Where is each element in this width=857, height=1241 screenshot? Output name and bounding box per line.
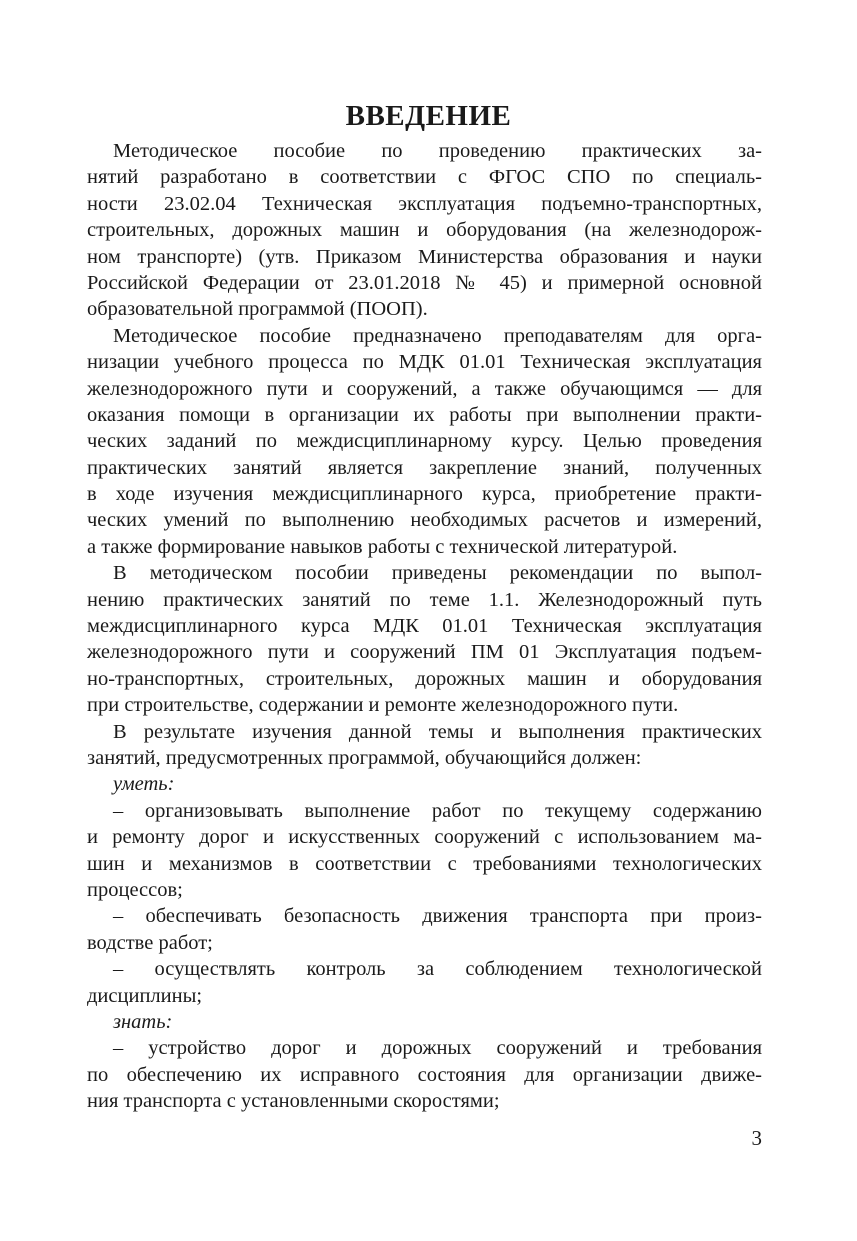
text-line: – обеспечивать безопасность движения транспорта при произ- [113,905,762,928]
page-number: 3 [751,1126,762,1150]
list-item [87,798,762,904]
text-line: железнодорожного пути и сооружений, а также обучающимся — для [87,377,762,400]
text-line: Методическое пособие предназначено преподавателям для орга- [113,324,762,347]
text-line: – осуществлять контроль за соблюдением технологической [113,958,762,981]
text-line: а также формирование навыков работы с технической литературой. [87,535,678,558]
text-line: строительных, дорожных машин и оборудования (на железнодорож- [87,219,762,242]
text-line: В результате изучения данной темы и выполнения практических [113,720,762,743]
text-line: при строительстве, содержании и ремонте железнодорожного пути. [87,694,679,717]
knowledge-label: знать: [113,1010,173,1033]
list-item [87,956,762,1009]
text-line: процессов; [87,878,183,901]
text-line: водстве работ; [87,931,213,954]
text-line: но-транспортных, строительных, дорожных машин и оборудования [87,667,762,690]
page-title: ВВЕДЕНИЕ [345,100,512,132]
text-line: по обеспечению их исправного состояния для организации движе- [87,1063,762,1086]
text-line: в ходе изучения междисциплинарного курса, приобретение практи- [87,483,762,506]
text-line: железнодорожного пути и сооружений ПМ 01 Эксплуатация подъем- [87,641,762,664]
text-line: нению практических занятий по теме 1.1. Железнодорожный путь [87,588,762,611]
skills-label: уметь: [113,773,175,796]
text-line: Российской Федерации от 23.01.2018 № 45) и примерной основной [87,271,762,294]
text-line: образовательной программой (ПООП). [87,298,428,321]
list-item [87,1035,762,1114]
text-line: низации учебного процесса по МДК 01.01 Техническая эксплуатация [87,351,762,374]
text-line: ния транспорта с установленными скоростями; [87,1090,500,1113]
body-text [87,138,762,1114]
text-line: Методическое пособие по проведению практических за- [113,140,762,162]
text-line: – организовывать выполнение работ по текущему содержанию [113,799,762,822]
text-line: шин и механизмов в соответствии с требованиями технологических [87,852,762,875]
text-line: дисциплины; [87,984,203,1007]
text-line: нятий разработано в соответствии с ФГОС СПО по специаль- [87,166,762,189]
text-line: и ремонту дорог и искусственных сооружений с использованием ма- [87,826,762,849]
paragraph-recommendations [87,560,762,718]
text-line: ном транспорте) (утв. Приказом Министерства образования и науки [87,245,762,268]
paragraph-outcomes [87,719,762,772]
text-line: междисциплинарного курса МДК 01.01 Техническая эксплуатация [87,615,762,638]
paragraph-intro [87,138,762,323]
text-line: – устройство дорог и дорожных сооружений и требования [113,1037,762,1060]
paragraph-purpose [87,323,762,561]
text-line: ности 23.02.04 Техническая эксплуатация подъемно-транспортных, [87,192,762,215]
list-item [87,903,762,956]
text-line: практических занятий является закрепление знаний, полученных [87,456,762,479]
text-line: оказания помощи в организации их работы при выполнении практи- [87,403,762,426]
text-line: ческих заданий по междисциплинарному курсу. Целью проведения [87,430,762,453]
text-line: ческих умений по выполнению необходимых расчетов и измерений, [87,509,762,532]
text-line: В методическом пособии приведены рекомендации по выпол- [113,562,762,585]
text-line: занятий, предусмотренных программой, обучающийся должен: [87,746,642,769]
